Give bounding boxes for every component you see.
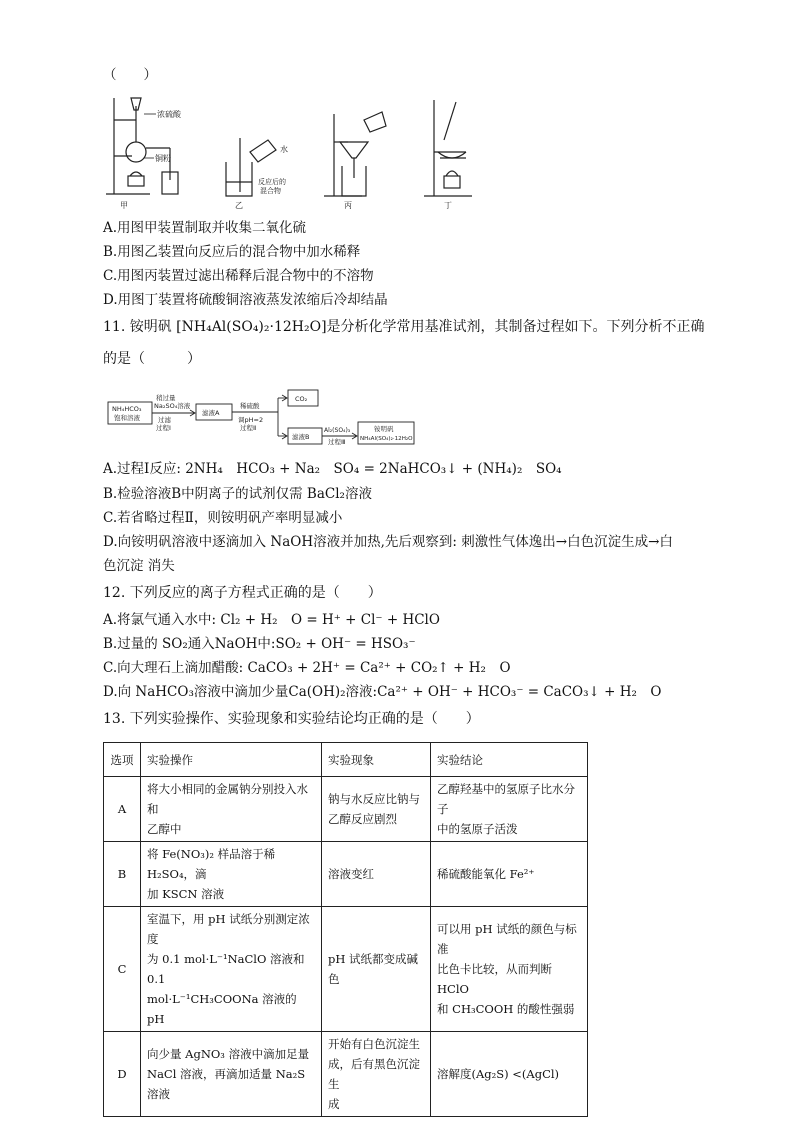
q11-option-a: A.过程Ⅰ反应: 2NH₄ HCO₃ + Na₂ SO₄ = 2NaHCO₃↓ + (NH₄)₂ SO₄ [103,461,562,477]
q11-flowchart [106,386,418,446]
cell-line: 溶液变红 [328,867,374,881]
cell-line: 向少量 AgNO₃ 溶液中滴加足量 [147,1047,310,1061]
q11-option-d-cont: 色沉淀 消失 [103,558,175,574]
header-option: 选项 [104,743,141,777]
label-water: 水 [280,145,288,154]
label-mixture: 反应后的 [258,178,286,186]
table-row [104,907,588,1032]
header-conclusion: 实验结论 [431,743,588,777]
cell-line: 溶解度(Ag₂S) <(AgCl) [437,1067,560,1081]
row-b-conclusion [431,842,588,907]
cell-line: 将大小相同的金属钠分别投入水和 [147,782,308,816]
cell-line: 将 Fe(NO₃)₂ 样品溶于稀 H₂SO₄，滴 [147,847,276,881]
cell-line: 成 [328,1097,340,1111]
table-row [104,1032,588,1117]
cell-line: 为 0.1 mol·L⁻¹NaClO 溶液和 0.1 [147,952,305,986]
q11-option-d: D.向铵明矾溶液中逐滴加入 NaOH溶液并加热,先后观察到: 刺激性气体逸出→白色沉淀生成→白 [103,534,673,550]
cell-line: NaCl 溶液，再滴加适量 Na₂S 溶液 [147,1067,306,1101]
row-c-phenomenon [322,907,431,1032]
cell-line: pH 试纸都变成碱色 [328,952,419,986]
row-d-option: D [104,1032,141,1117]
q10-option-c: C.用图丙装置过滤出稀释后混合物中的不溶物 [103,268,374,284]
row-a-conclusion [431,777,588,842]
q12-option-c: C.向大理石上滴加醋酸: CaCO₃ + 2H⁺ = Ca²⁺ + CO₂↑ + H₂ O [103,660,511,676]
cell-line: 可以用 pH 试纸的颜色与标准 [437,922,577,956]
q10-option-b: B.用图乙装置向反应后的混合物中加水稀释 [103,244,361,260]
experiment-table [103,742,588,1117]
row-d-operation [141,1032,322,1117]
caption-yi: 乙 [235,201,243,210]
cell-line: 钠与水反应比钠与 [328,792,420,806]
q11-stem: 11. 铵明矾 [NH₄Al(SO₄)₂·12H₂O]是分析化学常用基准试剂，其制备过程如下。下列分析不正确 [103,319,705,335]
flow-product-name: 铵明矾 [374,425,394,433]
cell-line: 稀硫酸能氧化 Fe²⁺ [437,867,535,881]
table-row [104,777,588,842]
cell-line: 开始有白色沉淀生 [328,1037,420,1051]
label-conc-acid: 浓硫酸 [157,110,181,119]
flow-arrow3-bottom: 过程Ⅲ [328,438,346,446]
cell-line: 室温下，用 pH 试纸分别测定浓度 [147,912,310,946]
row-c-option: C [104,907,141,1032]
caption-bing: 丙 [344,201,352,210]
row-d-conclusion [431,1032,588,1117]
q13-stem: 13. 下列实验操作、实验现象和实验结论均正确的是（ ） [103,711,480,727]
flow-arrow1-bottom1: 过滤 [158,416,171,424]
row-d-phenomenon [322,1032,431,1117]
cell-line: 乙醇羟基中的氢原子比水分子 [437,782,575,816]
flow-filtrate-a: 滤液A [202,409,220,417]
answer-bracket: （ ） [103,67,157,83]
flow-arrow2-bottom1: 调pH=2 [238,416,264,424]
header-phenomenon: 实验现象 [322,743,431,777]
cell-line: 比色卡比较，从而判断 HClO [437,962,552,996]
caption-jia: 甲 [120,201,128,210]
cell-line: 乙醇反应剧烈 [328,812,397,826]
q10-option-d: D.用图丁装置将硫酸铜溶液蒸发浓缩后冷却结晶 [103,292,388,308]
row-a-operation [141,777,322,842]
row-a-option: A [104,777,141,842]
row-c-operation [141,907,322,1032]
q11-option-b: B.检验溶液B中阴离子的试剂仅需 BaCl₂溶液 [103,486,372,502]
table-header-row [104,743,588,777]
q11-option-c: C.若省略过程Ⅱ，则铵明矾产率明显减小 [103,510,343,526]
flow-arrow3-top: Al₂(SO₄)₃ [324,427,351,434]
svg-text:混合物: 混合物 [260,187,281,195]
row-a-phenomenon [322,777,431,842]
row-c-conclusion [431,907,588,1032]
cell-line: 成，后有黑色沉淀生 [328,1057,420,1091]
q12-option-a: A.将氯气通入水中: Cl₂ + H₂ O = H⁺ + Cl⁻ + HClO [103,612,440,628]
flow-start-line1: NH₄HCO₃ [112,405,142,413]
cell-line: 加 KSCN 溶液 [147,887,225,901]
cell-line: 乙醇中 [147,822,182,836]
flow-co2: CO₂ [295,395,308,403]
header-operation: 实验操作 [141,743,322,777]
flow-arrow1-top1: 稍过量 [156,394,176,402]
apparatus-figure [100,92,480,214]
table-row [104,842,588,907]
row-b-option: B [104,842,141,907]
cell-line: 中的氢原子活泼 [437,822,518,836]
q12-option-d: D.向 NaHCO₃溶液中滴加少量Ca(OH)₂溶液:Ca²⁺ + OH⁻ + HCO₃⁻ = CaCO₃↓ + H₂ O [103,684,662,700]
flow-product-formula: NH₄Al(SO₄)₂·12H₂O [360,436,413,442]
flow-filtrate-b: 滤液B [292,433,310,441]
cell-line: mol·L⁻¹CH₃COONa 溶液的 pH [147,992,297,1026]
row-b-phenomenon [322,842,431,907]
q12-option-b: B.过量的 SO₂通入NaOH中:SO₂ + OH⁻ = HSO₃⁻ [103,636,416,652]
row-b-operation [141,842,322,907]
flow-arrow1-top2: Na₂SO₄溶液 [154,402,191,410]
q11-stem-cont: 的是（ ） [103,351,201,367]
flow-start-line2: 饱和溶液 [114,414,140,422]
flow-arrow1-bottom2: 过程Ⅰ [156,424,171,432]
cell-line: 和 CH₃COOH 的酸性强弱 [437,1002,575,1016]
flow-arrow2-top: 稀硫酸 [240,402,260,410]
q12-stem: 12. 下列反应的离子方程式正确的是（ ） [103,585,382,601]
q10-option-a: A.用图甲装置制取并收集二氧化硫 [103,220,307,236]
label-copper-powder: 铜粉 [155,154,171,163]
flow-arrow2-bottom2: 过程Ⅱ [240,424,257,432]
caption-ding: 丁 [444,201,452,210]
